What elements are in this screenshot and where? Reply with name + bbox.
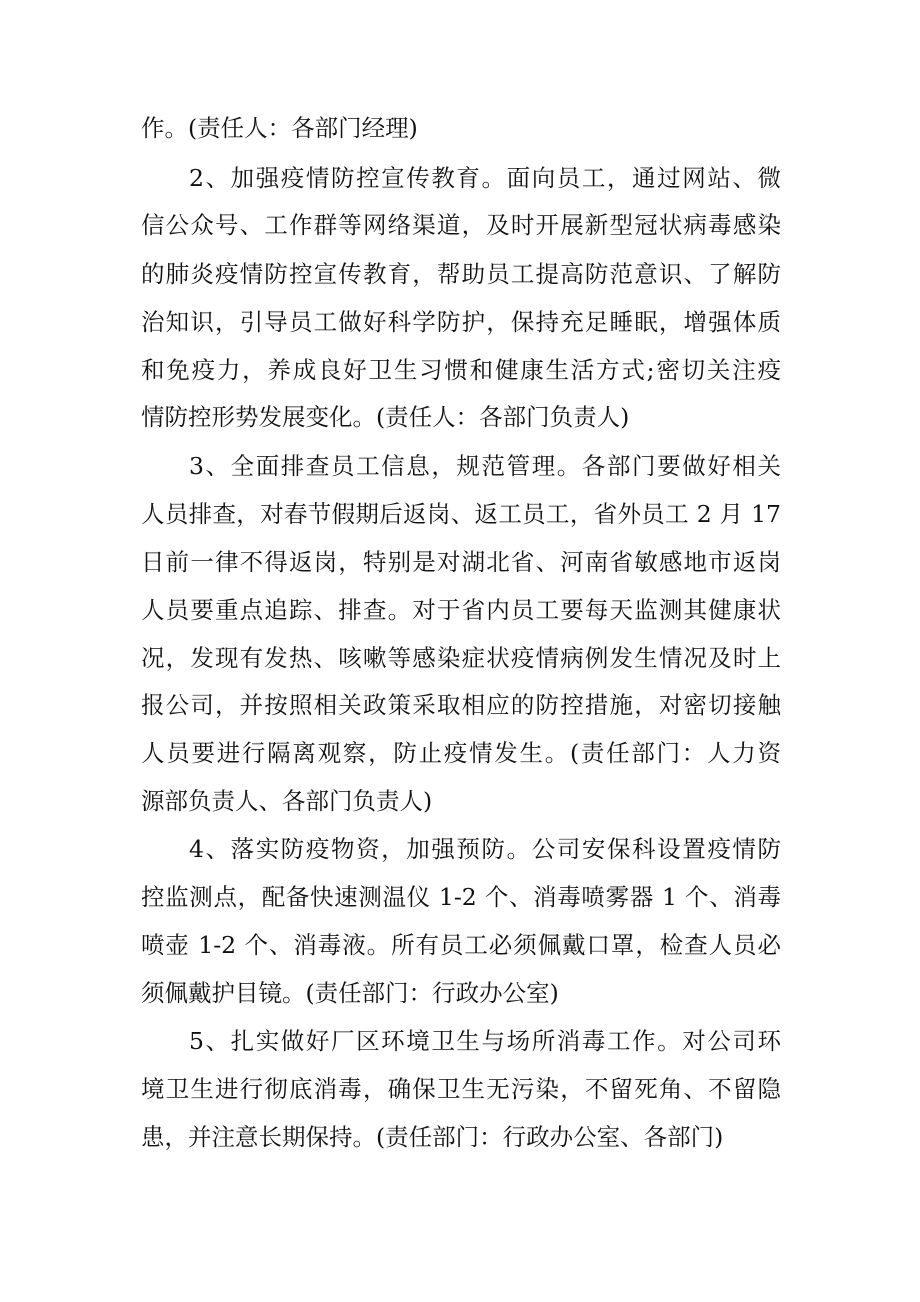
paragraph-2-start: 2、加强疫情防控宣传教育。面向员工，通过网站、微 xyxy=(189,164,781,192)
paragraph-4-start: 4、落实防疫物资，加强预防。公司安保科设置疫情防 xyxy=(189,835,781,863)
text-line: 和免疫力，养成良好卫生习惯和健康生活方式;密切关注疫 xyxy=(141,356,781,384)
text-line: 喷壶 1-2 个、消毒液。所有员工必须佩戴口罩，检查人员必 xyxy=(141,931,781,959)
text-line: 报公司，并按照相关政策采取相应的防控措施，对密切接触 xyxy=(141,691,781,719)
text-line: 人员排查，对春节假期后返岗、返工员工，省外员工 2 月 17 xyxy=(141,500,781,528)
text-line: 日前一律不得返岗，特别是对湖北省、河南省敏感地市返岗 xyxy=(141,548,781,576)
text-line: 信公众号、工作群等网络渠道，及时开展新型冠状病毒感染 xyxy=(141,211,781,239)
text-line: 源部负责人、各部门负责人) xyxy=(141,787,433,815)
text-line: 人员要进行隔离观察，防止疫情发生。(责任部门：人力资 xyxy=(141,739,781,767)
text-line: 作。(责任人：各部门经理) xyxy=(141,114,418,142)
paragraph-3-start: 3、全面排查员工信息，规范管理。各部门要做好相关 xyxy=(189,452,781,480)
text-line: 况，发现有发热、咳嗽等感染症状疫情病例发生情况及时上 xyxy=(141,644,781,672)
paragraph-5-start: 5、扎实做好厂区环境卫生与场所消毒工作。对公司环 xyxy=(189,1027,781,1055)
text-line: 须佩戴护目镜。(责任部门：行政办公室) xyxy=(141,979,559,1007)
text-line: 患，并注意长期保持。(责任部门：行政办公室、各部门) xyxy=(141,1123,724,1151)
text-line: 境卫生进行彻底消毒，确保卫生无污染，不留死角、不留隐 xyxy=(141,1075,781,1103)
text-line: 人员要重点追踪、排查。对于省内员工要每天监测其健康状 xyxy=(141,596,781,624)
text-line: 控监测点，配备快速测温仪 1-2 个、消毒喷雾器 1 个、消毒 xyxy=(141,883,781,911)
text-line: 治知识，引导员工做好科学防护，保持充足睡眠，增强体质 xyxy=(141,308,781,336)
text-line: 的肺炎疫情防控宣传教育，帮助员工提高防范意识、了解防 xyxy=(141,260,781,288)
text-line: 情防控形势发展变化。(责任人：各部门负责人) xyxy=(141,403,630,431)
